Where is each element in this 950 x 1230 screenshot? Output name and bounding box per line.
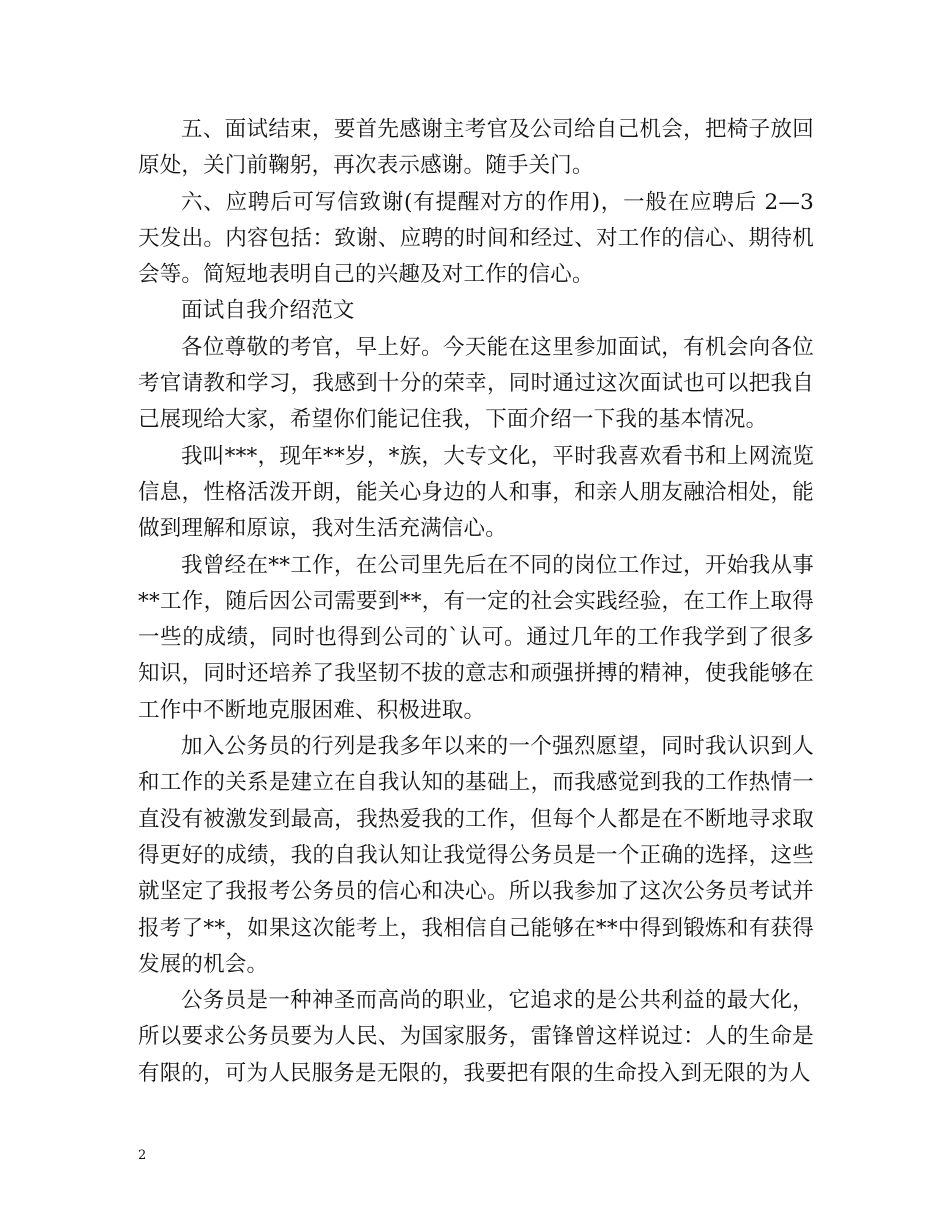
section-heading-self-introduction: 面试自我介绍范文	[181, 298, 355, 324]
paragraph-interview-end: 五、面试结束，要首先感谢主考官及公司给自己机会，把椅子放回原处，关门前鞠躬，再次表示感谢。随手关门。	[138, 117, 814, 179]
paragraph-civil-servant: 公务员是一种神圣而高尚的职业，它追求的是公共利益的最大化，所以要求公务员要为人民、为国家服务，雷锋曾这样说过：人的生命是有限的，可为人民服务是无限的，我要把有限的生命投入到无限的为人	[138, 988, 814, 1086]
document-body	[138, 112, 814, 1092]
paragraph-thank-you-letter: 六、应聘后可写信致谢(有提醒对方的作用)，一般在应聘后 2—3 天发出。内容包括：致谢、应聘的时间和经过、对工作的信心、期待机会等。简短地表明自己的兴趣及对工作的信心。	[138, 189, 814, 288]
paragraph-work-experience: 我曾经在**工作，在公司里先后在不同的岗位工作过，开始我从事**工作，随后因公司需要到**，有一定的社会实践经验，在工作上取得一些的成绩，同时也得到公司的`认可。通过几年的工作我学到了很多知识，同时还培养了我坚韧不拔的意志和顽强拼搏的精神，使我能够在工作中不断地克服困难、积极进取。	[138, 552, 814, 723]
paragraph-personal-info: 我叫***，现年**岁，*族，大专文化，平时我喜欢看书和上网流览信息，性格活泼开朗，能关心身边的人和事，和亲人朋友融洽相处，能做到理解和原谅，我对生活充满信心。	[138, 443, 814, 542]
page-number: 2	[138, 1148, 147, 1163]
paragraph-greeting: 各位尊敬的考官，早上好。今天能在这里参加面试，有机会向各位考官请教和学习，我感到十分的荣幸，同时通过这次面试也可以把我自己展现给大家，希望你们能记住我，下面介绍一下我的基本情况。	[138, 334, 814, 433]
paragraph-motivation: 加入公务员的行列是我多年以来的一个强烈愿望，同时我认识到人和工作的关系是建立在自我认知的基础上，而我感觉到我的工作热情一直没有被激发到最高，我热爱我的工作，但每个人都是在不断地寻求取得更好的成绩，我的自我认知让我觉得公务员是一个正确的选择，这些就坚定了我报考公务员的信心和决心。所以我参加了这次公务员考试并报考了**，如果这次能考上，我相信自己能够在**中得到锻炼和有获得发展的机会。	[138, 734, 814, 977]
